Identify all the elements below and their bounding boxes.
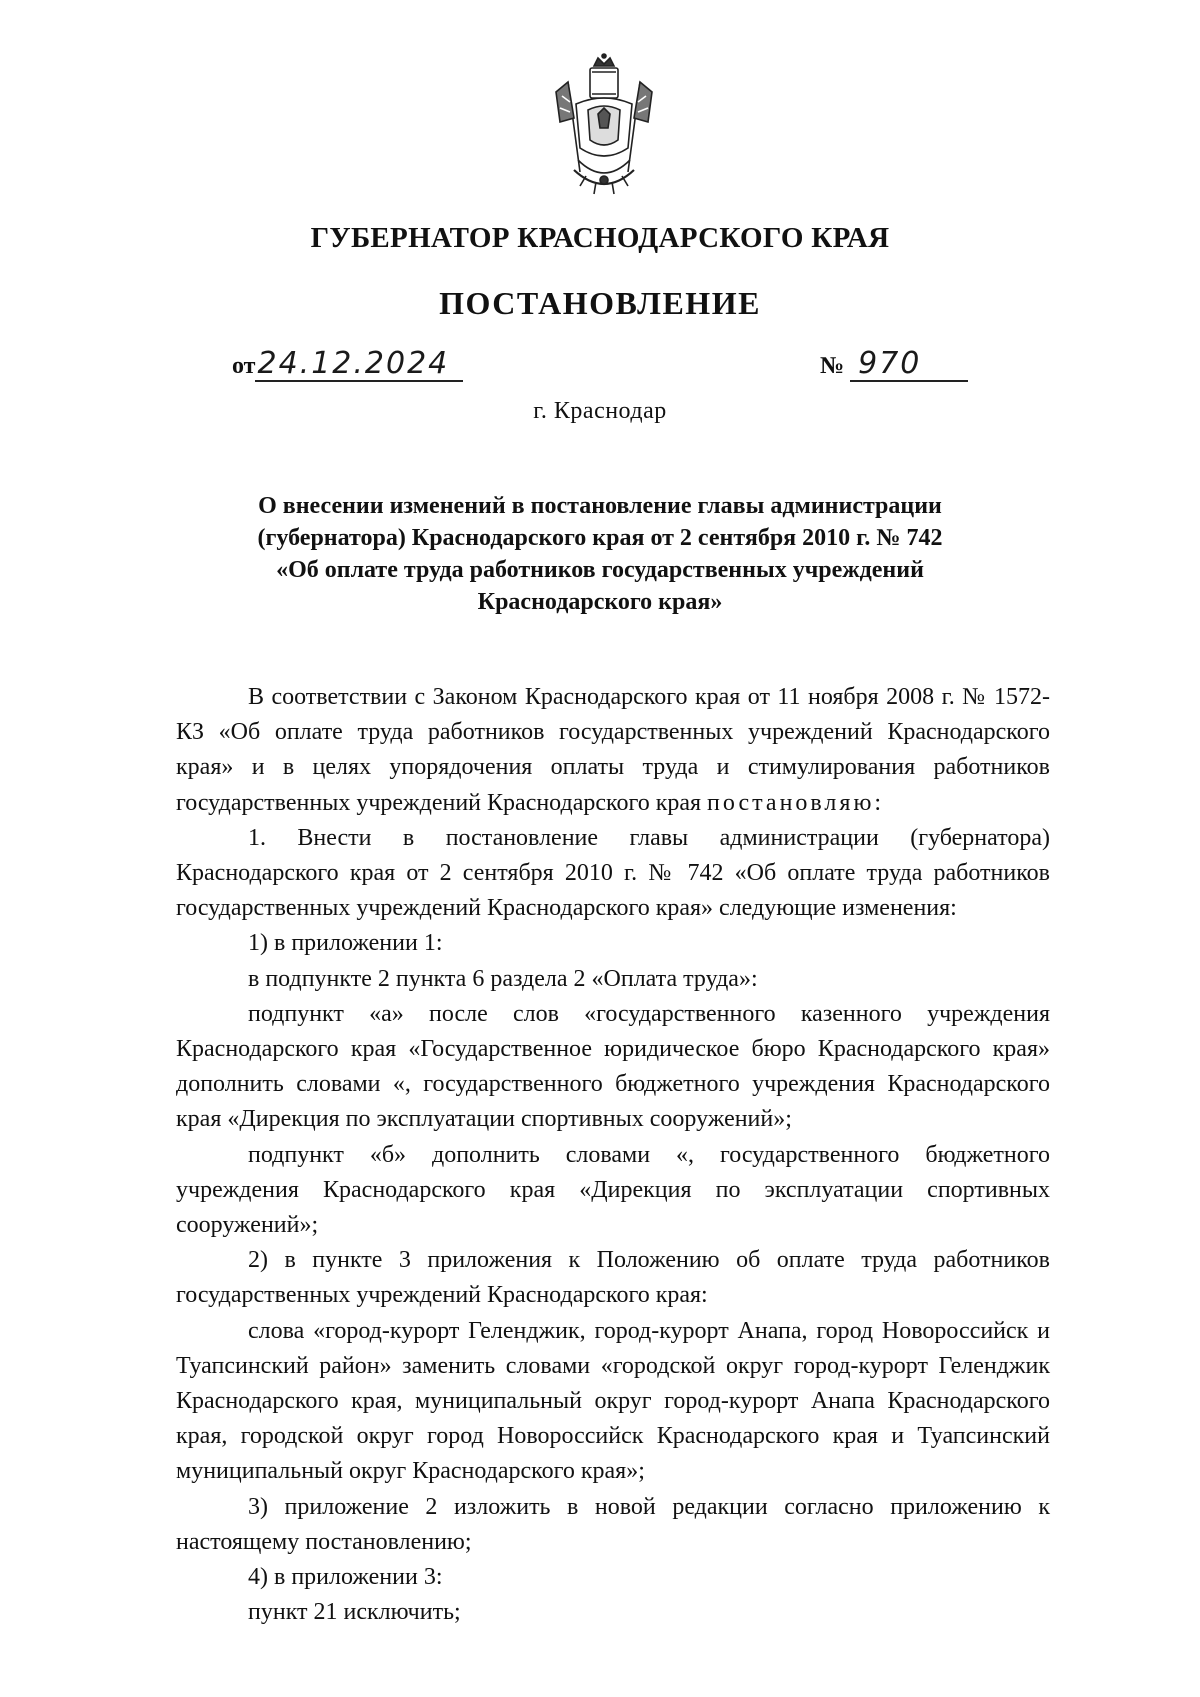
city-of-issue: г. Краснодар: [533, 398, 667, 424]
krasnodar-krai-coat-of-arms-icon: [548, 52, 660, 202]
body-paragraph: 4) в приложении 3:: [248, 1564, 443, 1591]
body-paragraph: 2) в пункте 3 приложения к Положению об оплате труда работников государственных учреждений Краснодарского края:: [176, 1247, 1050, 1309]
issuing-authority: ГУБЕРНАТОР КРАСНОДАРСКОГО КРАЯ: [310, 222, 890, 254]
resolving-word: постановляю:: [707, 789, 885, 816]
preamble-paragraph: [176, 680, 1050, 821]
body-paragraph: пункт 21 исключить;: [248, 1599, 461, 1626]
title-line: О внесении изменений в постановление главы администрации: [258, 493, 942, 519]
body-paragraph: слова «город-курорт Геленджик, город-курорт Анапа, город Новороссийск и Туапсинский район» заменить словами «городской округ город-курорт Геленджик Краснодарского края, муниципальный округ город-курорт Анапа Краснодарского края, городской округ город Новороссийск Краснодарского края и Туапсинский муниципальный округ Краснодарского края»;: [176, 1317, 1050, 1485]
document-title: [240, 490, 960, 618]
body-paragraph: 1. Внести в постановление главы администрации (губернатора) Краснодарского края от 2 сентября 2010 г. № 742 «Об оплате труда работников государственных учреждений Краснодарского края» следующие изменения:: [176, 824, 1050, 922]
document-date: [232, 348, 463, 382]
body-paragraph: 3) приложение 2 изложить в новой редакции согласно приложению к настоящему постановлению;: [176, 1493, 1050, 1555]
preamble-text: В соответствии с Законом Краснодарского края от 11 ноября 2008 г. № 1572-КЗ «Об оплате труда работников государственных учреждений Краснодарского края» и в целях упорядочения оплаты труда и стимулирования работников государственных учреждений Краснодарского края: [176, 684, 1050, 816]
title-line: Краснодарского края»: [477, 589, 723, 615]
body-paragraph: подпункт «б» дополнить словами «, государственного бюджетного учреждения Краснодарского края «Дирекция по эксплуатации спортивных сооружений»;: [176, 1141, 1050, 1239]
body-paragraph: в подпункте 2 пункта 6 раздела 2 «Оплата труда»:: [248, 965, 758, 992]
title-line: «Об оплате труда работников государственных учреждений: [276, 557, 924, 583]
number-prefix: №: [820, 353, 845, 379]
document-body: [176, 680, 1050, 1630]
body-paragraph: подпункт «а» после слов «государственного казенного учреждения Краснодарского края «Государственное юридическое бюро Краснодарского края» дополнить словами «, государственного бюджетного учреждения Краснодарского края «Дирекция по эксплуатации спортивных сооружений»;: [176, 1000, 1050, 1133]
document-number: [820, 348, 968, 382]
date-value: 24.12.2024: [255, 348, 463, 382]
body-paragraph: 1) в приложении 1:: [248, 930, 443, 957]
document-type: ПОСТАНОВЛЕНИЕ: [439, 285, 761, 321]
title-line: (губернатора) Краснодарского края от 2 сентября 2010 г. № 742: [257, 525, 943, 551]
number-value: 970: [850, 348, 968, 382]
date-prefix: от: [232, 353, 256, 379]
